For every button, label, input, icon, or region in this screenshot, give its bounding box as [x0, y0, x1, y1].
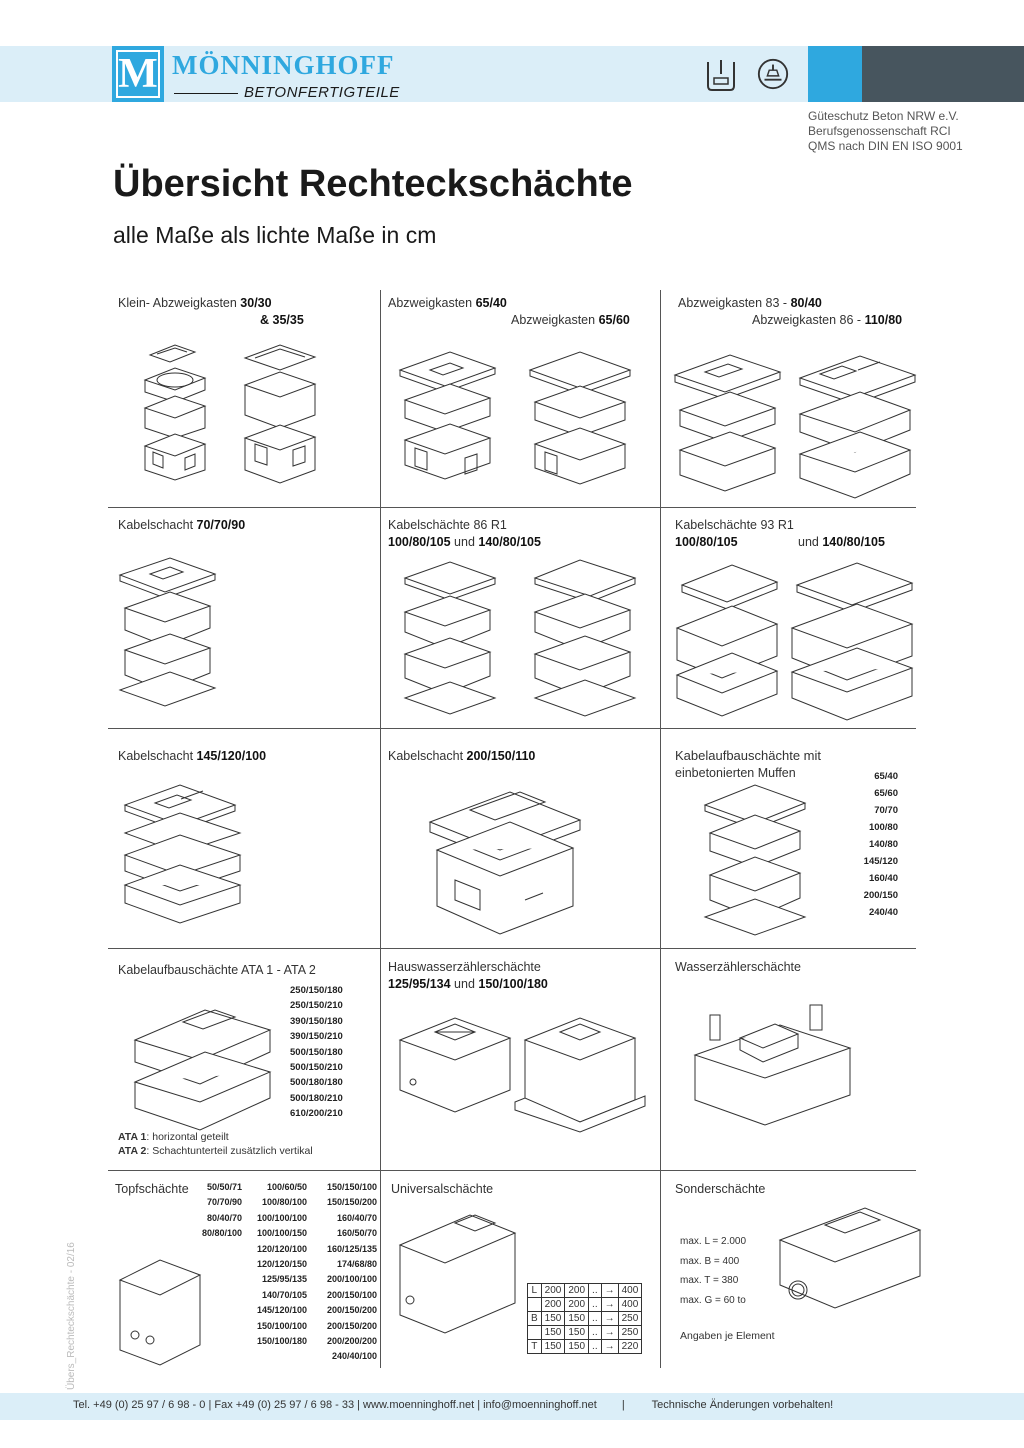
table-cell: 400 [618, 1298, 642, 1312]
table-cell: 200 [565, 1284, 589, 1298]
table-cell: → [601, 1326, 618, 1340]
table-row [528, 1326, 642, 1340]
table-cell: → [601, 1298, 618, 1312]
brand-divider [174, 93, 238, 94]
size-item: 100/100/150 [256, 1228, 307, 1239]
table-cell: L [528, 1284, 542, 1298]
table-cell: 150 [565, 1312, 589, 1326]
drawing-cable-shafts-93 [672, 550, 922, 720]
size-item: 150/150/200 [326, 1197, 377, 1208]
size-item: 160/40 [868, 873, 898, 884]
cell-label: Kabelschächte 93 R1 [675, 518, 794, 532]
size-list [840, 768, 898, 921]
table-cell: .. [589, 1312, 602, 1326]
size-column [190, 1180, 242, 1242]
drawing-cable-shafts-86 [395, 550, 645, 720]
page-subtitle: alle Maße als lichte Maße in cm [113, 222, 437, 248]
size-item: 150/100/180 [256, 1336, 307, 1347]
table-cell: B [528, 1312, 542, 1326]
size-item: 200/200/200 [326, 1336, 377, 1347]
cell-label: Hauswasserzählerschächte [388, 960, 541, 974]
cell-label: Abzweigkasten 65/60 [511, 313, 630, 327]
table-cell: 150 [541, 1326, 565, 1340]
table-row [528, 1312, 642, 1326]
size-item: 65/40 [874, 771, 898, 782]
size-item: 200/150 [863, 890, 898, 901]
header-accent-blue [808, 46, 862, 102]
cell-label: Sonderschächte [675, 1182, 766, 1196]
cell-label: Abzweigkasten 86 - 110/80 [752, 313, 903, 327]
table-cell: → [601, 1340, 618, 1354]
cell-label: Abzweigkasten 65/40 [388, 296, 507, 310]
cell-label: Universalschächte [391, 1182, 494, 1196]
size-item: 50/50/71 [206, 1182, 242, 1192]
drawing-branch-box-83-86 [670, 340, 920, 500]
drawing-cable-shaft-145 [115, 775, 255, 935]
drawing-house-water-meter-shafts [395, 1010, 655, 1140]
header-accent-dark [862, 46, 1024, 102]
table-cell: 200 [541, 1284, 565, 1298]
table-cell: .. [589, 1298, 602, 1312]
cell-label: 125/95/134 und 150/100/180 [388, 977, 548, 991]
cell-label: einbetonierten Muffen [675, 766, 796, 780]
table-cell: 400 [618, 1284, 642, 1298]
grid-divider [660, 290, 661, 1368]
size-item: 140/80 [868, 839, 898, 850]
cell-label: & 35/35 [260, 313, 304, 327]
cell-label: 100/80/105 und 140/80/105 [388, 535, 541, 549]
document-code: Übers_Rechteckschächte - 02/16 [66, 1242, 77, 1390]
size-item: 174/68/80 [336, 1259, 377, 1270]
size-item: 120/120/100 [256, 1243, 307, 1254]
size-item: 150/150/100 [326, 1182, 377, 1192]
size-item: 390/150/180 [290, 1015, 343, 1027]
size-item: 610/200/210 [290, 1108, 343, 1120]
size-item: 200/150/200 [326, 1305, 377, 1316]
size-item: 200/150/100 [326, 1289, 377, 1300]
table-cell: 250 [618, 1326, 642, 1340]
grid-divider [380, 290, 381, 1368]
spec-item: max. L = 2.000 [680, 1236, 747, 1247]
size-item: 80/80/100 [201, 1228, 242, 1239]
size-item: 150/100/100 [256, 1320, 307, 1331]
table-cell: T [528, 1340, 542, 1354]
size-item: 120/120/150 [256, 1259, 307, 1270]
table-row [528, 1340, 642, 1354]
cell-label: Kabelaufbauschächte mit [675, 748, 821, 763]
table-row [528, 1298, 642, 1312]
logo-mark [112, 46, 164, 102]
cert-line: Güteschutz Beton NRW e.V. [808, 109, 959, 123]
size-column [242, 1180, 307, 1349]
spec-list [680, 1232, 746, 1310]
grid-divider [108, 728, 916, 729]
table-cell [528, 1298, 542, 1312]
size-item: 125/95/135 [261, 1274, 307, 1285]
cert-line: Berufsgenossenschaft RCI [808, 124, 951, 138]
table-cell: 150 [565, 1326, 589, 1340]
logo-letter: M [116, 50, 160, 98]
table-cell: → [601, 1312, 618, 1326]
cell-label: Kabelschächte 86 R1 [388, 518, 507, 532]
universal-size-table [527, 1283, 642, 1354]
cell-label: Abzweigkasten 83 - 80/40 [678, 296, 822, 310]
ata-note: ATA 1: horizontal geteilt ATA 2: Schachtunterteil zusätzlich vertikal [118, 1131, 313, 1157]
drawing-small-branch-box [135, 340, 365, 500]
drawing-cable-build-shafts [700, 775, 820, 935]
drawing-cable-shaft-200 [425, 770, 595, 940]
size-item: 390/150/210 [290, 1031, 343, 1043]
size-item: 145/120 [863, 856, 898, 867]
table-row [528, 1284, 642, 1298]
size-item: 500/150/180 [290, 1046, 343, 1058]
table-cell: → [601, 1284, 618, 1298]
cell-label: Topfschächte [115, 1182, 189, 1196]
table-cell [528, 1326, 542, 1340]
size-item: 100/80 [868, 822, 898, 833]
size-item: 500/150/210 [290, 1062, 343, 1074]
table-cell: .. [589, 1340, 602, 1354]
size-item: 70/70/90 [206, 1197, 242, 1208]
certification-list [808, 109, 963, 154]
size-item: 240/40 [868, 907, 898, 918]
cell-label: Kabelaufbauschächte ATA 1 - ATA 2 [118, 963, 316, 977]
drawing-pot-shaft [115, 1250, 205, 1360]
grid-divider [108, 507, 916, 508]
table-cell: 220 [618, 1340, 642, 1354]
drawing-special-shaft [770, 1190, 930, 1320]
spec-item: max. T = 380 [680, 1275, 739, 1286]
spec-item: max. G = 60 to [680, 1294, 746, 1306]
table-cell: 150 [565, 1340, 589, 1354]
page-title: Übersicht Rechteckschächte [113, 163, 633, 205]
size-item: 200/100/100 [326, 1274, 377, 1285]
size-item: 250/150/210 [290, 1000, 343, 1012]
table-cell: 200 [541, 1298, 565, 1312]
grid-divider [108, 1170, 916, 1171]
size-item: 160/125/135 [326, 1243, 377, 1254]
size-item: 100/100/100 [256, 1212, 307, 1223]
size-list [290, 983, 343, 1122]
drawing-universal-shaft [395, 1205, 525, 1335]
drawing-water-meter-shaft [690, 1010, 860, 1130]
size-item: 500/180/180 [290, 1077, 343, 1089]
size-item: 65/60 [874, 788, 898, 799]
table-cell: 200 [565, 1298, 589, 1312]
drawing-ata-shaft [125, 990, 285, 1130]
quality-seal-icon [704, 56, 738, 92]
size-item: 80/40/70 [206, 1212, 242, 1223]
size-item: 160/40/70 [336, 1212, 377, 1223]
brand-subtitle: BETONFERTIGTEILE [244, 84, 400, 101]
table-cell: 150 [541, 1340, 565, 1354]
grid-divider [108, 948, 916, 949]
table-cell: 250 [618, 1312, 642, 1326]
spec-note: Angaben je Element [680, 1330, 775, 1342]
table-cell: .. [589, 1284, 602, 1298]
size-item: 100/80/100 [261, 1197, 307, 1208]
drawing-branch-box-65 [395, 340, 645, 500]
table-cell: .. [589, 1326, 602, 1340]
cell-label: und 140/80/105 [798, 535, 885, 549]
safety-seal-icon [756, 56, 790, 92]
footer-contact: Tel. +49 (0) 25 97 / 6 98 - 0 | Fax +49 (0) 25 97 / 6 98 - 33 | www.moenninghoff.net | info@moenninghoff.net | Technische Änderungen vorbehalten! [73, 1399, 834, 1411]
size-item: 500/180/210 [290, 1092, 343, 1104]
cell-label: Klein- Abzweigkasten 30/30 [118, 296, 272, 310]
cell-label: Kabelschacht 200/150/110 [388, 749, 536, 763]
table-cell: 150 [541, 1312, 565, 1326]
size-column [307, 1180, 377, 1365]
size-item: 250/150/180 [290, 985, 343, 996]
size-item: 145/120/100 [256, 1305, 307, 1316]
size-item: 160/50/70 [336, 1228, 377, 1239]
spec-item: max. B = 400 [680, 1255, 740, 1267]
brand-name: MÖNNINGHOFF [172, 50, 395, 80]
cell-label: Wasserzählerschächte [675, 960, 801, 974]
size-item: 200/150/200 [326, 1320, 377, 1331]
cell-label: Kabelschacht 70/70/90 [118, 518, 246, 532]
size-item: 140/70/105 [261, 1289, 307, 1300]
cert-line: QMS nach DIN EN ISO 9001 [808, 139, 963, 153]
size-item: 70/70 [874, 805, 898, 816]
size-item: 240/40/100 [331, 1351, 377, 1362]
cell-label: Kabelschacht 145/120/100 [118, 749, 267, 763]
size-item: 100/60/50 [266, 1182, 307, 1192]
drawing-cable-shaft-70 [115, 550, 235, 720]
cell-label: 100/80/105 [675, 535, 738, 549]
